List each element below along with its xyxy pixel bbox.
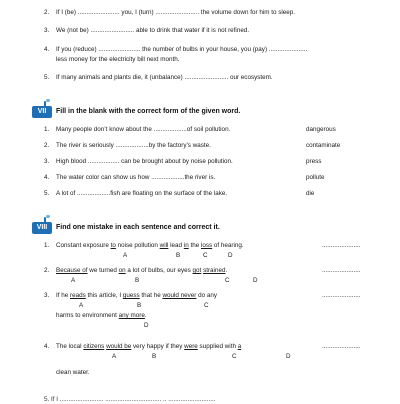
option-letter: A <box>71 277 76 284</box>
clipped-bottom-line: 5. If I ......................... ................................ .. ........................... <box>44 396 216 403</box>
option-letter: A <box>79 302 84 309</box>
option-c: were <box>184 343 198 350</box>
exercise7-item-1: Many people don’t know about the ...................of soil pollution. <box>56 126 231 133</box>
option-letter: D <box>228 252 233 259</box>
exercise7-item-5: A lot of ...................fish are floating on the surface of the lake. <box>56 190 228 197</box>
option-letter: C <box>225 277 230 284</box>
option-letter: C <box>232 353 237 360</box>
exercise7-item-4: The water color can show us how ...................the river is. <box>56 174 216 181</box>
answer-blank: ...................... <box>322 242 361 249</box>
exercise8-sentence-4: The local citizens would be very happy if they were supplied with a <box>56 343 242 350</box>
exercise6-item-4-line1: If you (reduce) ........................ the number of bulbs in your house, you (pay) ...................... <box>56 46 308 53</box>
option-letter: B <box>176 252 181 259</box>
section-badge-viii <box>32 222 52 234</box>
option-b: guess <box>122 292 140 299</box>
item-number: 4. <box>44 46 50 53</box>
exercise8-sentence-4-line2: clean water. <box>56 369 90 376</box>
option-letter: A <box>112 353 117 360</box>
item-number: 1. <box>44 242 50 249</box>
item-number: 3. <box>44 292 50 299</box>
option-letter: B <box>137 302 142 309</box>
exercise8-sentence-2: Because of we turned on a lot of bulbs, our eyes got strained. <box>56 267 228 274</box>
exercise7-item-3: High blood .................. can be brought about by noise pollution. <box>56 158 233 165</box>
badge-pin-head-icon <box>46 215 50 218</box>
item-number: 4. <box>44 174 50 181</box>
section-badge-vii <box>32 106 52 118</box>
option-b: would be <box>106 343 132 350</box>
option-letter: D <box>286 353 291 360</box>
badge-pin-icon <box>44 217 46 223</box>
option-letter: C <box>203 252 208 259</box>
exercise7-item-2: The river is seriously ...................by the factory’s waste. <box>56 142 211 149</box>
exercise8-title: Find one mistake in each sentence and correct it. <box>56 224 220 231</box>
exercise6-item-2: If I (be) ........................ you, I (turn) ......................... the volume down for him to sleep. <box>56 9 296 16</box>
badge-label: VII <box>37 108 47 115</box>
option-c: would never <box>162 292 197 299</box>
option-b: on <box>118 267 126 274</box>
item-number: 2. <box>44 142 50 149</box>
given-word: die <box>306 190 315 197</box>
option-b: will <box>159 242 169 249</box>
item-number: 5. <box>44 74 50 81</box>
item-number: 4. <box>44 343 50 350</box>
answer-blank: ...................... <box>322 343 361 350</box>
exercise8-sentence-1: Constant exposure to noise pollution will lead in the loss of hearing. <box>56 242 244 249</box>
item-number: 2. <box>44 9 50 16</box>
option-letter: D <box>253 277 258 284</box>
option-d: strained <box>203 267 226 274</box>
given-word: pollute <box>306 174 325 181</box>
item-number: 5. <box>44 190 50 197</box>
option-d: any more <box>118 312 145 319</box>
exercise7-title: Fill in the blank with the correct form of the given word. <box>56 108 241 115</box>
given-word: press <box>306 158 322 165</box>
given-word: dangerous <box>306 126 336 133</box>
badge-label: VIII <box>36 224 48 231</box>
option-a: reads <box>70 292 86 299</box>
option-letter: B <box>135 277 140 284</box>
option-d: loss <box>200 242 213 249</box>
option-a: to <box>110 242 116 249</box>
exercise6-item-4-line2: less money for the electricity bill next month. <box>56 56 180 63</box>
option-c: got <box>192 267 202 274</box>
exercise8-sentence-3: If he reads this article, I guess that he would never do any <box>56 292 218 299</box>
exercise8-sentence-3-line2: harms to environment any more. <box>56 312 147 319</box>
option-letter: D <box>144 322 149 329</box>
exercise6-item-3: We (not be) ......................... able to drink that water if it is not refined. <box>56 27 250 34</box>
item-number: 2. <box>44 267 50 274</box>
clipped-top-line <box>55 0 306 1</box>
option-a: Because of <box>56 267 88 274</box>
answer-blank: ...................... <box>322 292 361 299</box>
given-word: contaminate <box>306 142 341 149</box>
option-letter: B <box>152 353 157 360</box>
option-letter: A <box>123 252 128 259</box>
option-c: in <box>183 242 189 249</box>
item-number: 3. <box>44 158 50 165</box>
exercise6-item-5: If many animals and plants die, it (unbalance) ......................... our ecosystem. <box>56 74 273 81</box>
answer-blank: ...................... <box>322 267 361 274</box>
option-a: citizens <box>83 343 105 350</box>
option-d: a <box>237 343 242 350</box>
badge-pin-icon <box>44 101 46 107</box>
item-number: 3. <box>44 27 50 34</box>
item-number: 1. <box>44 126 50 133</box>
badge-pin-head-icon <box>46 99 50 102</box>
option-letter: C <box>204 302 209 309</box>
